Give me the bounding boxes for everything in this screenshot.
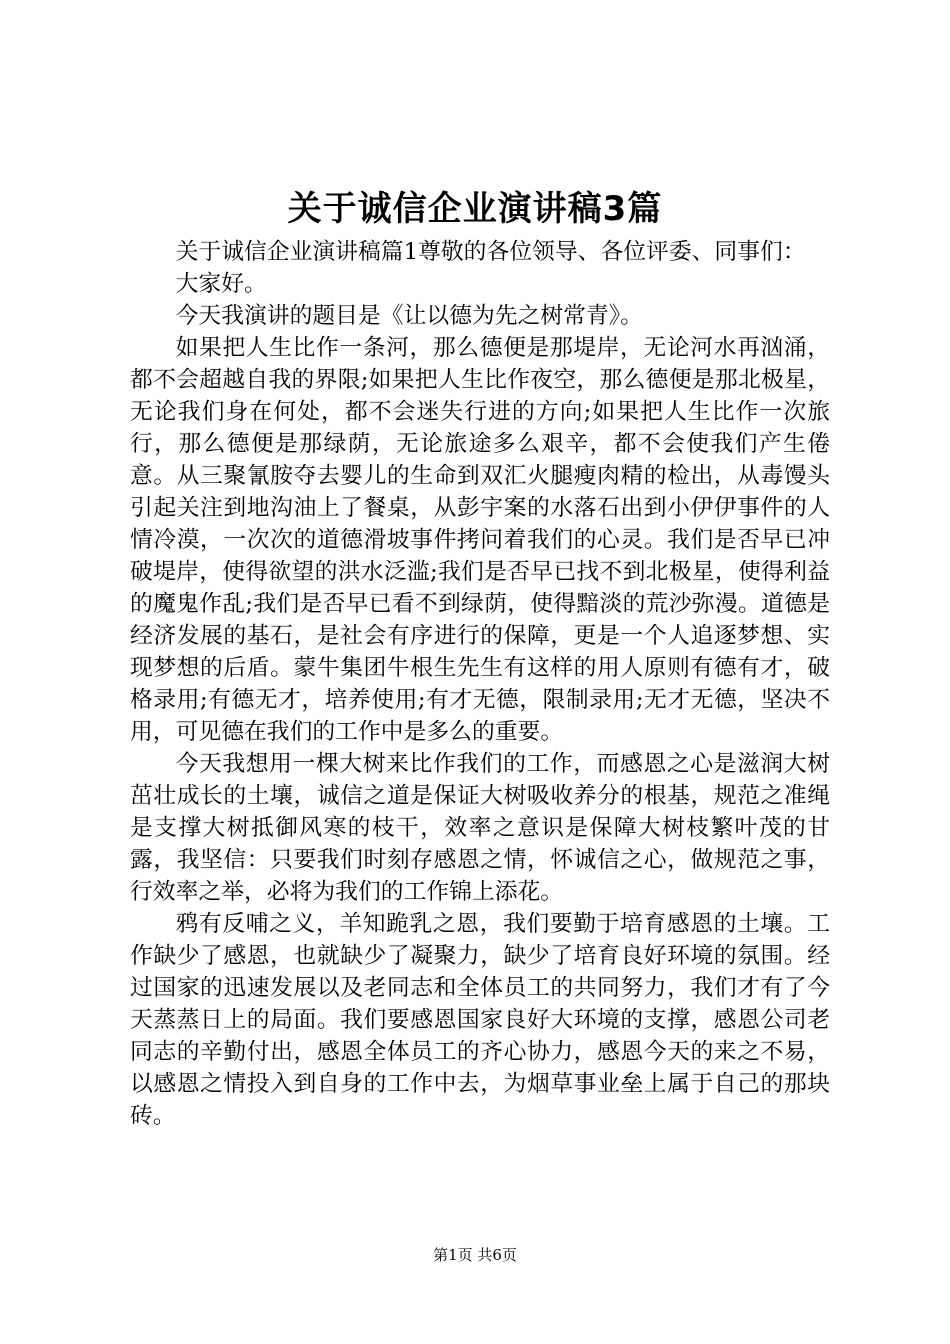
page-number-footer: 第1页 共6页 — [433, 1246, 517, 1264]
paragraph-virtue: 如果把人生比作一条河，那么德便是那堤岸，无论河水再汹涌，都不会超越自我的界限;如果把人生比作夜空，那么德便是那北极星，无论我们身在何处，都不会迷失行进的方向;如果把人生比作一次旅行，那么德便是那绿荫，无论旅途多么艰辛，都不会使我们产生倦意。从三聚氰胺夺去婴儿的生命到双汇火腿瘦肉精的检出，从毒馒头引起关注到地沟油上了餐桌，从彭宇案的水落石出到小伊伊事件的人情冷漠，一次次的道德滑坡事件拷问着我们的心灵。我们是否早已冲破堤岸，使得欲望的洪水泛滥;我们是否早已找不到北极星，使得利益的魔鬼作乱;我们是否早已看不到绿荫，使得黯淡的荒沙弥漫。道德是经济发展的基石，是社会有序进行的保障，更是一个人追逐梦想、实现梦想的后盾。蒙牛集团牛根生先生有这样的用人原则有德有才，破格录用;有德无才，培养使用;有才无德，限制录用;无才无德，坚决不用，可见德在我们的工作中是多么的重要。 — [130, 335, 830, 745]
paragraph-hello: 大家好。 — [175, 271, 267, 297]
paragraph-tree: 今天我想用一棵大树来比作我们的工作，而感恩之心是滋润大树茁壮成长的土壤，诚信之道是保证大树吸收养分的根基，规范之准绳是支撑大树抵御风寒的枝干，效率之意识是保障大树枝繁叶茂的甘露，我坚信：只要我们时刻存感恩之情，怀诚信之心，做规范之事，行效率之举，必将为我们的工作锦上添花。 — [130, 751, 830, 905]
document-body — [130, 236, 830, 1132]
document-title: 关于诚信企业演讲稿3篇 — [287, 189, 663, 229]
paragraph-topic: 今天我演讲的题目是《让以德为先之树常青》。 — [175, 303, 643, 329]
paragraph-gratitude: 鸦有反哺之义，羊知跪乳之恩，我们要勤于培育感恩的土壤。工作缺少了感恩，也就缺少了凝聚力，缺少了培育良好环境的氛围。经过国家的迅速发展以及老同志和全体员工的共同努力，我们才有了今天蒸蒸日上的局面。我们要感恩国家良好大环境的支撑，感恩公司老同志的辛勤付出，感恩全体员工的齐心协力，感恩今天的来之不易，以感恩之情投入到自身的工作中去，为烟草事业垒上属于自己的那块砖。 — [130, 911, 830, 1129]
paragraph-greeting: 关于诚信企业演讲稿篇1尊敬的各位领导、各位评委、同事们： — [175, 239, 806, 265]
